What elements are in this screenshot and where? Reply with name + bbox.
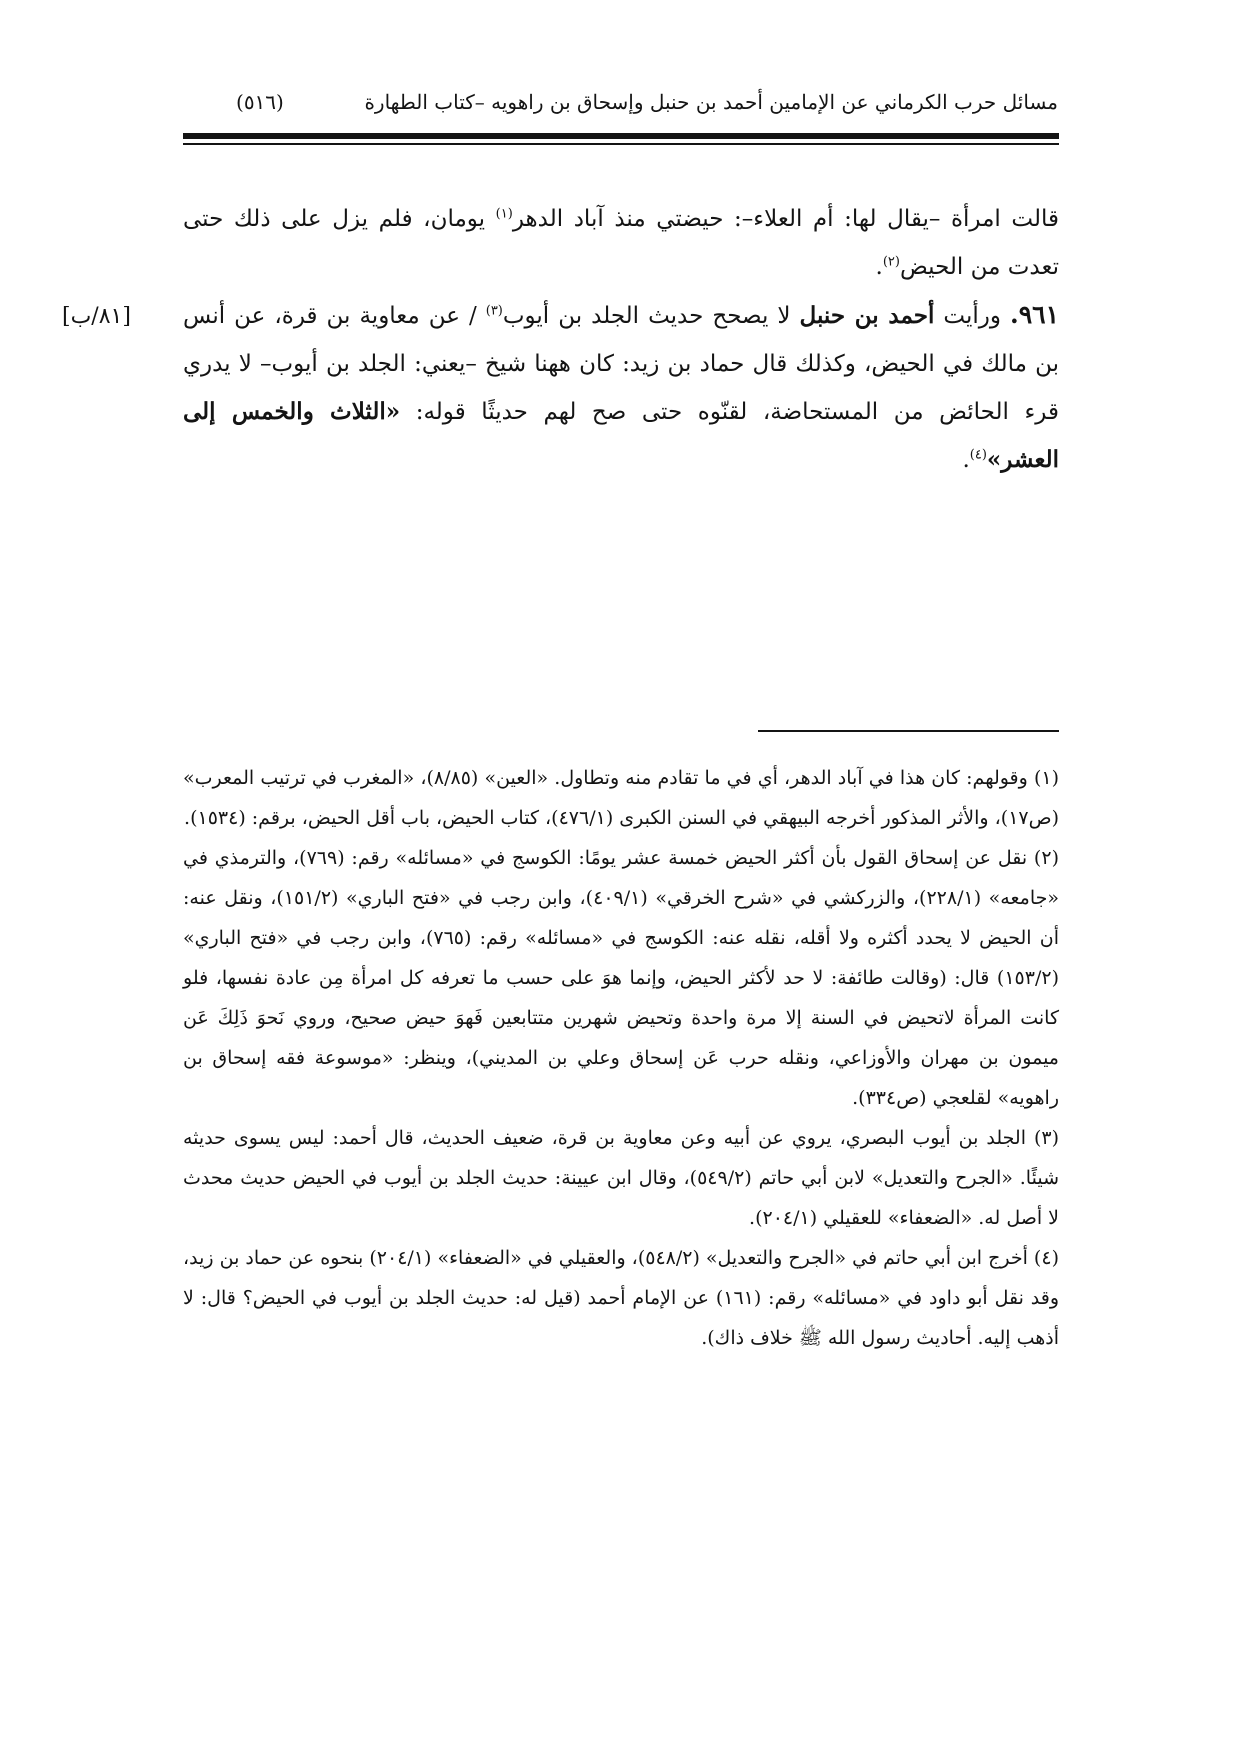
footnote-4: (٤) أخرج ابن أبي حاتم في «الجرح والتعديل» (٥٤٨/٢)، والعقيلي في «الضعفاء» (٢٠٤/١) بنحوه عن حماد بن زيد، وقد نقل أبو داود في «مسائله» رقم: (١٦١) عن الإمام أحمد (قيل له: حديث الجلد بن أيوب في الحيض؟ قال: لا أذهب إليه. أحاديث رسول الله ﷺ خلاف ذاك). xyxy=(183,1247,1059,1349)
para1-text-c: . xyxy=(875,254,883,280)
footnote-ref-3: (٣) xyxy=(485,303,503,319)
header-rule-thick xyxy=(183,133,1059,139)
footnote-ref-4: (٤) xyxy=(969,447,987,463)
para2-text-d: . xyxy=(962,447,970,473)
para1-text-a: قالت امرأة –يقال لها: أم العلاء–: حيضتي منذ آباد الدهر xyxy=(512,206,1059,232)
footnote-ref-2: (٢) xyxy=(882,254,900,270)
entry-number: ٩٦١. xyxy=(1010,300,1060,329)
manuscript-folio-ref: [٨١/ب] xyxy=(62,304,131,329)
main-text xyxy=(183,195,1059,484)
footnote-1: (١) وقولهم: كان هذا في آباد الدهر، أي في ما تقادم منه وتطاول. «العين» (٨/٨٥)، «المغرب في ترتيب المعرب» (ص١٧)، والأثر المذكور أخرجه البيهقي في السنن الكبرى (٤٧٦/١)، كتاب الحيض، باب أقل الحيض، برقم: (١٥٣٤). xyxy=(183,767,1059,829)
footnote-2: (٢) نقل عن إسحاق القول بأن أكثر الحيض خمسة عشر يومًا: الكوسج في «مسائله» رقم: (٧٦٩)، والترمذي في «جامعه» (٢٢٨/١)، والزركشي في «شرح الخرقي» (٤٠٩/١)، وابن رجب في «فتح الباري» (١٥١/٢)، ونقل عنه: أن الحيض لا يحدد أكثره ولا أقله، نقله عنه: الكوسج في «مسائله» رقم: (٧٦٥)، وابن رجب في «فتح الباري» (١٥٣/٢) قال: (وقالت طائفة: لا حد لأكثر الحيض، وإنما هوَ على حسب ما تعرفه كل امرأة مِن عادة نفسها، فلو كانت المرأة لاتحيض في السنة إلا مرة واحدة وتحيض شهرين متتابعين فَهوَ حيض صحيح، وروي نَحوَ ذَلِكَ عَن ميمون بن مهران والأوزاعي، ونقله حرب عَن إسحاق وعلي بن المديني)، وينظر: «موسوعة فقه إسحاق بن راهويه» لقلعجي (ص٣٣٤). xyxy=(183,847,1059,1109)
paragraph-961 xyxy=(183,291,1059,484)
hadith-quote: «الثلاث والخمس إلى العشر» xyxy=(183,398,1059,473)
running-header xyxy=(228,78,1058,138)
footnote-ref-1: (١) xyxy=(495,206,513,222)
footnotes xyxy=(183,758,1059,1358)
footnote-separator xyxy=(758,730,1059,732)
page-number: (٥١٦) xyxy=(236,90,284,114)
para1-text-b: يومان، فلم يزل على ذلك حتى تعدت من الحيض xyxy=(183,206,1059,280)
paragraph-1 xyxy=(183,195,1059,291)
footnote-3: (٣) الجلد بن أيوب البصري، يروي عن أبيه وعن معاوية بن قرة، ضعيف الحديث، قال أحمد: ليس يسوى حديثه شيئًا. «الجرح والتعديل» لابن أبي حاتم (٥٤٩/٢)، وقال ابن عيينة: حديث الجلد بن أيوب في الحيض حديث محدث لا أصل له. «الضعفاء» للعقيلي (٢٠٤/١). xyxy=(183,1127,1059,1229)
para2-text-a: ورأيت xyxy=(934,303,1010,329)
imam-name: أحمد بن حنبل xyxy=(799,302,935,329)
para2-text-b: لا يصحح حديث الجلد بن أيوب xyxy=(502,303,800,329)
para2-text-c: / عن معاوية بن قرة، عن أنس بن مالك في الحيض، وكذلك قال حماد بن زيد: كان ههنا شيخ –يعني: الجلد بن أيوب– لا يدري قرء الحائض من المستحاضة، لقنّوه حتى صح لهم حديثًا قوله: xyxy=(183,303,1059,425)
header-rule-thin xyxy=(183,143,1059,145)
header-title: مسائل حرب الكرماني عن الإمامين أحمد بن حنبل وإسحاق بن راهويه –كتاب الطهارة xyxy=(364,90,1058,114)
